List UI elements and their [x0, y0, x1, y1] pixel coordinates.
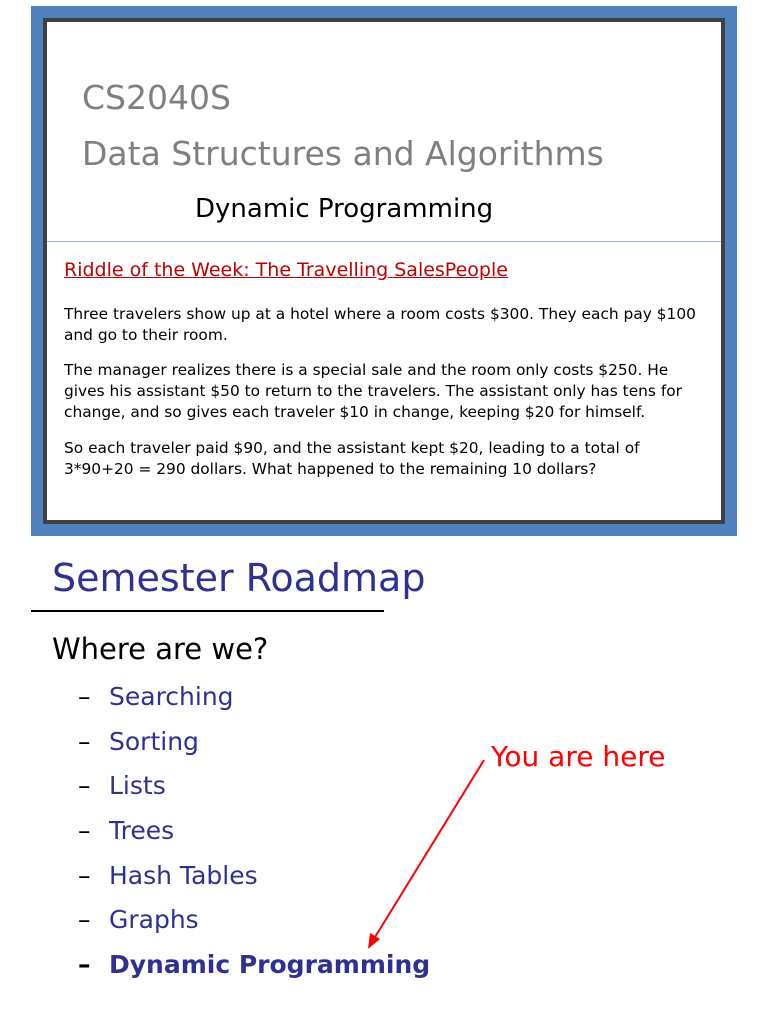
riddle-paragraph: Three travelers show up at a hotel where a room costs $300. They each pay $100 and go to their room. — [64, 305, 696, 344]
bullet-dash: – — [78, 905, 91, 935]
topic-list — [78, 674, 430, 987]
lecture-topic: Dynamic Programming — [195, 194, 494, 224]
title-divider — [47, 241, 721, 242]
topic-label: Hash Tables — [109, 860, 258, 890]
riddle-paragraph: So each traveler paid $90, and the assistant kept $20, leading to a total of 3*90+20 = 290 dollars. What happened to the remaining 10 dollars? — [64, 439, 640, 478]
topic-label: Graphs — [109, 905, 199, 935]
topic-item — [78, 897, 430, 942]
topic-label-current: Dynamic Programming — [109, 949, 431, 979]
topic-label: Sorting — [109, 726, 199, 756]
bullet-dash: – — [78, 681, 91, 711]
bullet-dash: – — [78, 726, 91, 756]
roadmap-heading: Where are we? — [52, 632, 269, 666]
topic-item — [78, 763, 430, 808]
roadmap-title: Semester Roadmap — [52, 556, 426, 600]
topic-item — [78, 853, 430, 898]
bullet-dash: – — [78, 815, 91, 845]
topic-label: Searching — [109, 681, 234, 711]
title-slide — [47, 22, 721, 520]
topic-item — [78, 674, 430, 719]
title-slide-border — [43, 18, 725, 524]
bullet-dash: – — [78, 771, 91, 801]
bullet-dash: – — [78, 949, 91, 979]
topic-label: Lists — [109, 771, 166, 801]
topic-item — [78, 719, 430, 764]
course-code: CS2040S — [82, 78, 231, 117]
riddle-title: Riddle of the Week: The Travelling SalesPeople — [64, 259, 508, 281]
riddle-paragraph: The manager realizes there is a special sale and the room only costs $250. He gives his assistant $50 to return to the travelers. The assistant only has tens for change, and so gives each traveler $10 in change, keeping $20 for himself. — [64, 361, 682, 421]
you-are-here-label: You are here — [491, 740, 666, 773]
topic-item — [78, 808, 430, 853]
topic-item-current — [78, 942, 430, 987]
title-underline — [31, 610, 384, 612]
course-name: Data Structures and Algorithms — [82, 134, 604, 173]
title-slide-frame — [31, 6, 737, 536]
bullet-dash: – — [78, 860, 91, 890]
topic-label: Trees — [109, 815, 175, 845]
